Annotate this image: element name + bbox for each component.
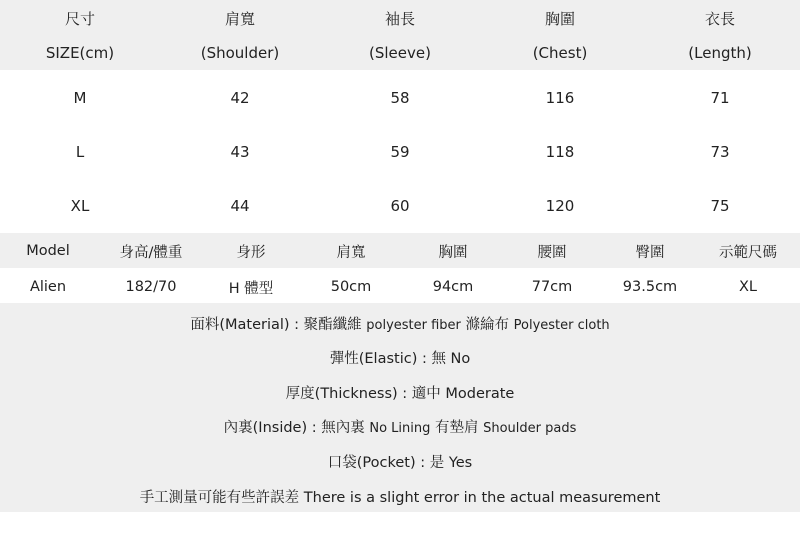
- size-header-size-cn: 尺寸: [64, 9, 95, 28]
- chest-value: 120: [545, 197, 575, 215]
- model-header-size-worn: 示範尺碼: [719, 244, 777, 261]
- size-row-l: [0, 140, 800, 164]
- chest-value: 116: [545, 89, 575, 107]
- size-header-en-row: [0, 41, 800, 65]
- material-label: 面料(Material) :: [190, 317, 300, 333]
- size-header-length-en: (Length): [688, 44, 752, 62]
- size-header-cn-row: [0, 6, 800, 30]
- model-height-weight: 182/70: [125, 279, 177, 295]
- inside-label: 內裏(Inside) : 無內裏: [223, 420, 365, 436]
- material-value2-en: Polyester cloth: [513, 318, 610, 333]
- model-header-hip: 臀圍: [635, 244, 665, 261]
- size-header-size-en: SIZE(cm): [45, 44, 115, 62]
- length-value: 73: [710, 143, 730, 161]
- inside-no-lining: No Lining: [369, 421, 431, 436]
- model-header-chest: 胸圍: [438, 244, 468, 261]
- model-body-type: H 體型: [228, 280, 274, 297]
- material-line: [0, 313, 800, 334]
- model-header-height-weight: 身高/體重: [119, 244, 183, 261]
- model-header-row: [0, 239, 800, 263]
- length-value: 71: [710, 89, 730, 107]
- model-header-body-type: 身形: [236, 244, 266, 261]
- length-value: 75: [710, 197, 730, 215]
- model-header-waist: 腰圍: [537, 244, 567, 261]
- measurement-note: 手工測量可能有些許誤差 There is a slight error in the actual measurement: [139, 490, 661, 506]
- model-chest: 94cm: [432, 279, 474, 295]
- shoulder-value: 43: [230, 143, 250, 161]
- size-header-chest-cn: 胸圍: [544, 9, 575, 28]
- model-shoulder: 50cm: [330, 279, 372, 295]
- thickness-line: 厚度(Thickness) : 適中 Moderate: [285, 386, 515, 402]
- shoulder-value: 42: [230, 89, 250, 107]
- size-header-chest-en: (Chest): [532, 44, 588, 62]
- model-name: Alien: [29, 279, 67, 295]
- model-header-model: Model: [26, 243, 70, 259]
- size-header-sleeve-cn: 袖長: [384, 9, 415, 28]
- size-label: L: [75, 143, 85, 161]
- material-value-en: polyester fiber: [366, 318, 461, 333]
- sleeve-value: 60: [390, 197, 410, 215]
- inside-pads-cn: 有墊肩: [434, 420, 479, 436]
- model-header-shoulder: 肩寬: [336, 244, 366, 261]
- sleeve-value: 59: [390, 143, 410, 161]
- inside-line: [0, 416, 800, 437]
- model-size-worn: XL: [738, 279, 757, 295]
- size-label: M: [73, 89, 87, 107]
- pocket-line: 口袋(Pocket) : 是 Yes: [327, 455, 473, 471]
- size-row-xl: [0, 194, 800, 218]
- details-band: [0, 303, 800, 512]
- size-label: XL: [70, 197, 90, 215]
- elastic-line: 彈性(Elastic) : 無 No: [329, 351, 471, 367]
- size-header-shoulder-en: (Shoulder): [200, 44, 280, 62]
- inside-pads-en: Shoulder pads: [483, 421, 577, 436]
- material-value2-cn: 滌綸布: [465, 317, 510, 333]
- model-waist: 77cm: [531, 279, 573, 295]
- sleeve-value: 58: [390, 89, 410, 107]
- size-header-length-cn: 衣長: [704, 9, 735, 28]
- model-hip: 93.5cm: [622, 279, 678, 295]
- shoulder-value: 44: [230, 197, 250, 215]
- model-data-row: [0, 275, 800, 299]
- material-value-cn: 聚酯纖維: [303, 317, 362, 333]
- size-row-m: [0, 86, 800, 110]
- size-header-sleeve-en: (Sleeve): [369, 44, 431, 62]
- chest-value: 118: [545, 143, 575, 161]
- size-header-shoulder-cn: 肩寬: [224, 9, 255, 28]
